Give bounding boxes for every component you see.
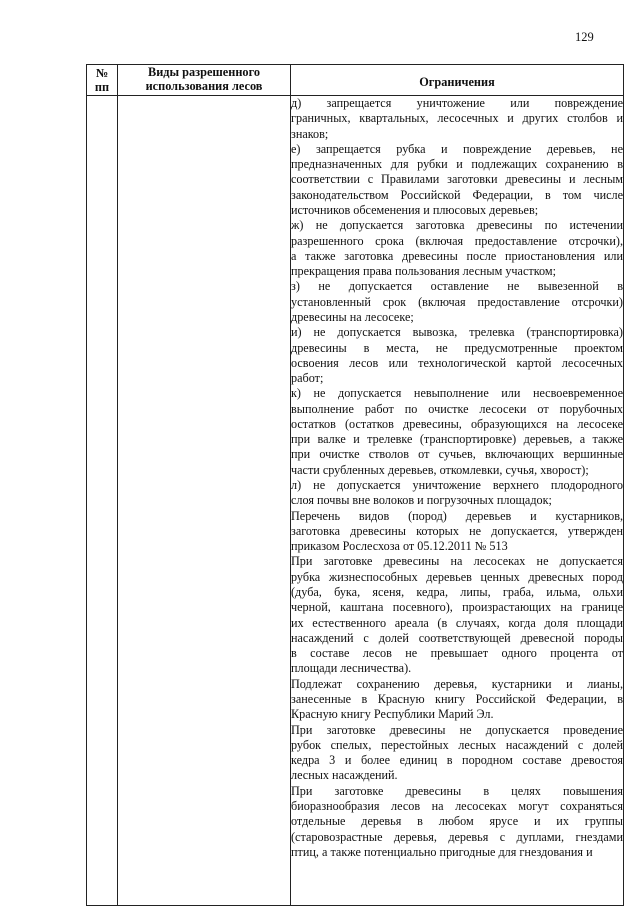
restriction-text-line: д) запрещается уничтожение или повреждение	[291, 96, 623, 110]
restriction-text-line: установленный срок (включая предоставление отсрочки)	[291, 294, 623, 309]
restriction-text-line: Подлежат сохранению деревья, кустарники и лианы,	[291, 676, 623, 691]
header-number-line-2: пп	[94, 80, 110, 94]
restriction-text-line: л) не допускается уничтожение верхнего плодородного	[291, 478, 623, 493]
restriction-text-line: лесных насаждений.	[291, 768, 398, 783]
restriction-text-line: освоения лесов или технологической картой лесосечных	[291, 355, 623, 370]
restriction-text-line: Красную книгу Республики Марий Эл.	[291, 707, 494, 722]
table-header-row	[87, 65, 624, 96]
restriction-text-line: черной, каштана посевного), произрастающих на границе	[291, 600, 623, 615]
restriction-text-line: соответствии с Правилами заготовки древесины и лесным	[291, 172, 623, 187]
restriction-text-line: насаждений с долей соответствующей древесной породы	[291, 630, 623, 645]
header-kind-line-1: Виды разрешенного	[148, 65, 260, 79]
header-kind-line-2: использования лесов	[145, 79, 263, 93]
restriction-text-line: разрешенного срока (включая предоставление отсрочки),	[291, 233, 623, 248]
restriction-text-line: и) не допускается вывозка, трелевка (транспортировка)	[291, 325, 623, 340]
restriction-text-line: занесенные в Красную книгу Российской Федерации, в	[291, 691, 623, 706]
restriction-text-line: работ;	[291, 371, 324, 386]
restriction-text-line: граничных, квартальных, лесосечных и других столбов и	[291, 111, 623, 126]
restriction-text-line: При заготовке древесины на лесосеках не допускается	[291, 554, 623, 569]
restriction-text-line: прекращения права пользования лесным участком;	[291, 264, 556, 279]
header-kind	[118, 65, 291, 96]
restriction-text-line: знаков;	[291, 126, 329, 141]
restriction-text-line: рубок спелых, перестойных лесных насаждений с долей	[291, 737, 623, 752]
restriction-text-line: заготовка древесины которых не допускается, утвержден	[291, 523, 623, 538]
restriction-text-line: законодательством Российской Федерации, в том числе	[291, 187, 623, 202]
restriction-paragraph	[291, 723, 623, 784]
restriction-text-line: выполнение работ по очистке лесосеки от порубочных	[291, 401, 623, 416]
restriction-text-line: предназначенных для рубки и подлежащих сохранению в	[291, 157, 623, 172]
restriction-text-line: а также заготовка древесины после приостановления или	[291, 248, 623, 263]
restriction-text-line: источников обсеменения и плюсовых деревьев;	[291, 202, 539, 217]
restriction-paragraph	[291, 677, 623, 723]
restriction-text-line: в составе лесов не превышает одного процента от	[291, 646, 623, 661]
restriction-text-line: ж) не допускается заготовка древесины по истечении	[291, 218, 623, 233]
restriction-paragraph	[291, 784, 623, 860]
restriction-text-line: (дуба, бука, ясеня, кедра, липы, граба, ильма, ольхи	[291, 585, 623, 599]
restriction-text-line: з) не допускается оставление не вывезенной в	[291, 279, 623, 294]
restriction-text-line: площади лесничества).	[291, 661, 412, 676]
restriction-text-line: части срубленных деревьев, откомлевки, сучья, хворост);	[291, 462, 589, 477]
restriction-text-line: Перечень видов (пород) деревьев и кустарников,	[291, 508, 623, 523]
restriction-text-line: При заготовке древесины не допускается проведение	[291, 722, 623, 737]
restriction-text-line: (старовозрастные деревья, деревья с дуплами, гнездами	[291, 829, 623, 844]
header-number-line-1: №	[95, 66, 109, 80]
restriction-text-line: отдельные деревья в любом ярусе и их группы	[291, 814, 623, 829]
restriction-paragraph	[291, 279, 623, 325]
restriction-text-line: При заготовке древесины в целях повышения	[291, 783, 623, 798]
restriction-text-line: слоя почвы вне волоков и погрузочных площадок;	[291, 493, 552, 508]
header-restrictions: Ограничения	[291, 65, 624, 96]
restriction-paragraph	[291, 478, 623, 509]
restrictions-table	[86, 64, 624, 906]
restriction-text-line: их естественного ареала (в случаях, когда доля площади	[291, 615, 623, 630]
restriction-paragraph	[291, 325, 623, 386]
restriction-text-line: птиц, а также потенциально пригодные для гнездования и	[291, 844, 593, 859]
table-row	[87, 96, 624, 906]
restriction-text-line: е) запрещается рубка и повреждение деревьев, не	[291, 141, 623, 156]
restriction-paragraph	[291, 142, 623, 218]
restriction-paragraph	[291, 554, 623, 676]
restriction-text-line: кедра 3 и более единиц в породном составе древостоя	[291, 753, 623, 768]
restriction-text-line: приказом Рослесхоза от 05.12.2011 № 513	[291, 539, 508, 554]
restriction-paragraph	[291, 218, 623, 279]
cell-kind	[118, 96, 291, 906]
restriction-paragraph	[291, 386, 623, 478]
page-number: 129	[575, 30, 594, 44]
restriction-text-line: древесины на лесосеке;	[291, 309, 414, 324]
cell-restrictions	[291, 96, 624, 906]
restriction-text-line: рубка жизнеспособных деревьев ценных древесных пород	[291, 569, 623, 584]
restriction-text-line: при очистке стволов от сучьев, включающих вершинные	[291, 447, 623, 462]
restriction-text-line: древесины в места, не предусмотренные проектом	[291, 340, 623, 355]
restriction-paragraph	[291, 96, 623, 142]
header-number	[87, 65, 118, 96]
restriction-text-line: биоразнообразия лесов на лесосеках могут сохраняться	[291, 798, 623, 813]
restriction-text-line: к) не допускается невыполнение или несвоевременное	[291, 386, 623, 401]
cell-number	[87, 96, 118, 906]
restriction-text-line: при валке и трелевке (транспортировке) деревьев, а также	[291, 432, 623, 447]
restriction-paragraph	[291, 509, 623, 555]
restriction-text-line: остатков (остатков древесины, образующихся на лесосеке	[291, 416, 623, 431]
